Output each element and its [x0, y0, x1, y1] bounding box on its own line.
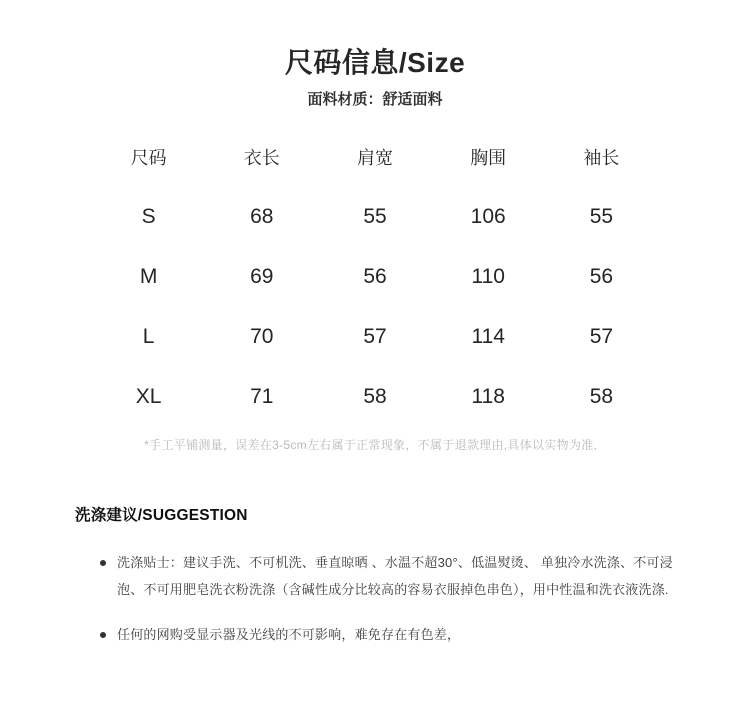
size-table [92, 127, 658, 427]
size-value-cell: 55 [363, 205, 387, 228]
size-value-cell: 58 [363, 385, 387, 408]
washing-suggestion-list [100, 549, 680, 666]
column-header-size: 尺码 [130, 148, 167, 168]
size-value-cell: 55 [589, 205, 614, 228]
size-value-cell: 118 [471, 385, 505, 408]
column-header-shoulder: 肩宽 [356, 148, 393, 168]
size-value-cell: 69 [250, 265, 274, 288]
size-value-cell: 106 [470, 205, 506, 228]
washing-tips-text: 洗涤贴士：建议手洗、不可机洗、垂直晾晒 、水温不超30°、低温熨烫、 单独冷水洗涤、不可浸泡、不可用肥皂洗衣粉洗涤（含碱性成分比较高的容易衣服掉色串色），用中性温和洗衣液洗涤. [117, 555, 673, 597]
column-header-bust: 胸围 [470, 148, 507, 168]
measurement-disclaimer: *手工平铺测量，误差在3-5cm左右属于正常现象，不属于退款理由,具体以实物为准． [144, 438, 606, 452]
bullet-dot-icon [100, 560, 106, 566]
size-value-cell: 70 [250, 325, 274, 348]
washing-suggestion-heading: 洗涤建议/SUGGESTION [75, 507, 248, 524]
size-row-label: XL [135, 385, 162, 408]
column-header-length: 衣长 [243, 148, 280, 168]
size-row-label: S [141, 205, 156, 228]
bullet-dot-icon [100, 632, 106, 638]
column-header-sleeve: 袖长 [583, 148, 620, 168]
size-value-cell: 57 [363, 325, 387, 348]
fabric-material-subtitle: 面料材质：舒适面料 [307, 91, 443, 108]
size-value-cell: 58 [589, 385, 614, 408]
size-value-cell: 56 [589, 265, 614, 288]
page-title: 尺码信息/Size [284, 47, 466, 78]
size-value-cell: 56 [363, 265, 387, 288]
size-row-label: M [139, 265, 158, 288]
size-row-label: L [142, 325, 155, 348]
list-item [100, 621, 680, 648]
size-value-cell: 68 [250, 205, 274, 228]
size-value-cell: 57 [589, 325, 614, 348]
size-value-cell: 71 [250, 385, 274, 408]
color-difference-text: 任何的网购受显示器及光线的不可影响，难免存在有色差， [117, 627, 461, 642]
size-value-cell: 110 [471, 265, 505, 288]
list-item [100, 549, 680, 603]
size-value-cell: 114 [471, 325, 505, 348]
